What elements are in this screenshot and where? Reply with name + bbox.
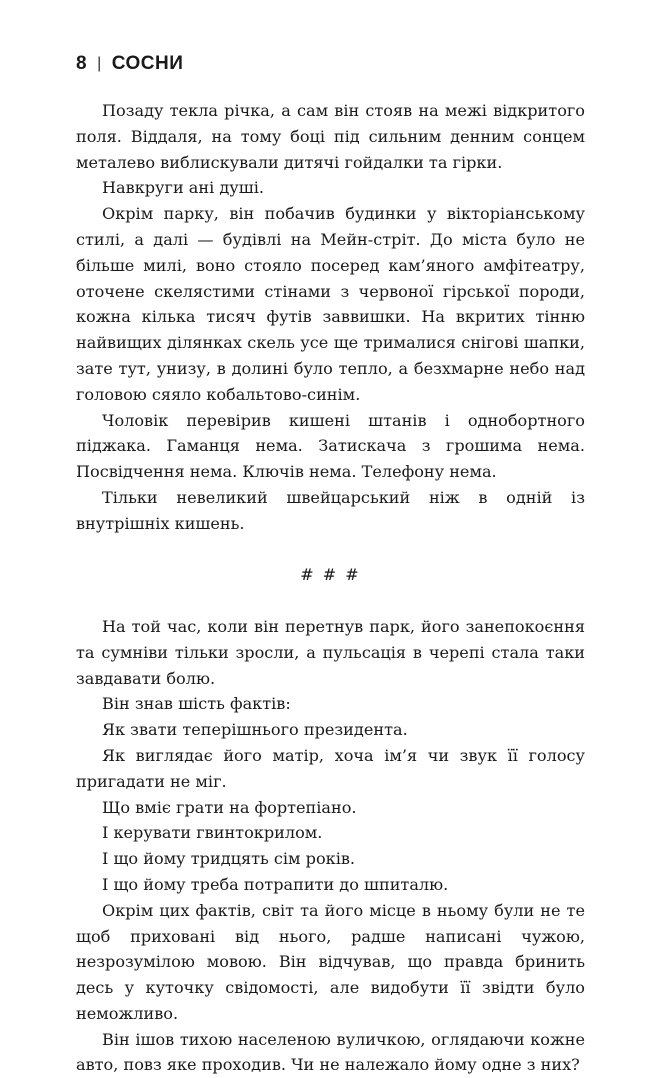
paragraph: Тільки невеликий швейцарський ніж в одній із внутрішніх кишень.: [76, 487, 585, 533]
running-head: [76, 52, 183, 76]
paragraph: І що йому треба потрапити до шпиталю.: [102, 874, 449, 894]
paragraph: Окрім цих фактів, світ та його місце в ньому були не те щоб приховані від нього, радше написані чужою, незрозумілою мовою. Він відчував, що правда бринить десь у куточку свідомості, але видобути її звідти було неможливо.: [76, 900, 585, 1023]
body-text: [76, 98, 585, 1078]
paragraph: Що вміє грати на фортепіано.: [102, 797, 357, 817]
paragraph: Як виглядає його матір, хоча ім’я чи звук її голосу пригадати не міг.: [76, 745, 585, 791]
paragraph: На той час, коли він перетнув парк, його занепокоєння та сумніви тільки зросли, а пульсація в черепі стала таки завдавати болю.: [76, 616, 585, 688]
paragraph: І що йому тридцять сім років.: [102, 849, 356, 869]
paragraph: Він ішов тихою населеною вуличкою, оглядаючи кожне авто, повз яке проходив. Чи не належало йому одне з них?: [76, 1029, 585, 1075]
section-break: # # #: [300, 565, 361, 585]
book-title: СОСНИ: [111, 53, 184, 74]
paragraph: Як звати теперішнього президента.: [102, 720, 408, 740]
page-number: 8: [76, 53, 88, 74]
paragraph: Позаду текла річка, а сам він стояв на межі відкритого поля. Віддаля, на тому боці під сильним денним сонцем металево виблискували дитячі гойдалки та гірки.: [76, 101, 585, 172]
paragraph: І керувати гвинтокрилом.: [102, 823, 323, 843]
paragraph: Окрім парку, він побачив будинки у вікторіанському стилі, а далі — будівлі на Мейн-стріт. До міста було не більше милі, воно стояло посеред кам’яного амфітеатру, оточене скелястими стінами з червоної гірської породи, кожна кілька тисяч футів заввишки. На вкритих тінню найвищих ділянках скель усе ще трималися снігові шапки, зате тут, унизу, в долині було тепло, а безхмарне небо над головою сяяло кобальтово-синім.: [76, 204, 585, 404]
paragraph: Навкруги ані душі.: [102, 178, 264, 198]
paragraph: Чоловік перевірив кишені штанів і однобортного піджака. Гаманця нема. Затискача з грошима нема. Посвідчення нема. Ключів нема. Телефону нема.: [76, 410, 585, 482]
header-separator: |: [97, 55, 102, 72]
paragraph: Він знав шість фактів:: [102, 694, 291, 714]
